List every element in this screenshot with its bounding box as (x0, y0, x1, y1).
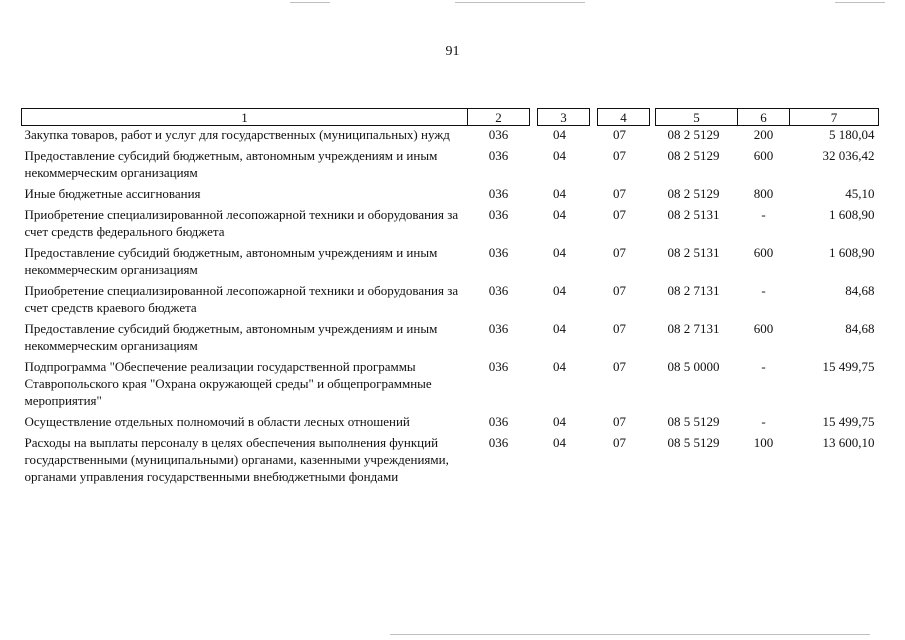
scan-artifact (290, 2, 330, 3)
row-code-2: 036 (488, 321, 509, 336)
row-code-4: 07 (613, 207, 626, 222)
row-code-2: 036 (488, 435, 509, 450)
row-code-4: 07 (613, 283, 626, 298)
row-code-3: 04 (553, 435, 566, 450)
row-amount: 1 608,90 (829, 207, 875, 222)
header-row (22, 109, 879, 126)
row-code-6: 200 (753, 127, 774, 142)
row-description: Приобретение специализированной лесопожарной техники и оборудования за счет средств краевого бюджета (24, 283, 459, 315)
row-code-5: 08 2 5129 (667, 148, 720, 163)
row-description: Иные бюджетные ассигнования (24, 186, 201, 201)
scan-artifact (455, 2, 585, 3)
row-code-6: - (761, 414, 766, 429)
row-amount: 45,10 (845, 186, 875, 201)
row-code-3: 04 (553, 186, 566, 201)
row-code-6: 600 (753, 245, 774, 260)
row-description: Подпрограмма "Обеспечение реализации государственной программы Ставропольского края "Охрана окружающей среды" и общепрограммные мероприятия" (24, 359, 432, 408)
row-code-6: - (761, 207, 766, 222)
row-code-5: 08 2 7131 (667, 283, 720, 298)
row-code-5: 08 5 0000 (667, 359, 720, 374)
table-row (22, 358, 879, 413)
row-code-3: 04 (553, 207, 566, 222)
row-description: Приобретение специализированной лесопожарной техники и оборудования за счет средств федерального бюджета (24, 207, 459, 239)
budget-table (21, 108, 879, 489)
row-code-2: 036 (488, 245, 509, 260)
row-amount: 13 600,10 (822, 435, 875, 450)
row-code-5: 08 2 7131 (667, 321, 720, 336)
row-description: Осуществление отдельных полномочий в области лесных отношений (24, 414, 410, 429)
row-code-4: 07 (613, 186, 626, 201)
page-number: 91 (445, 44, 460, 59)
row-code-2: 036 (488, 186, 509, 201)
row-code-3: 04 (553, 148, 566, 163)
table-row (22, 413, 879, 434)
row-code-4: 07 (613, 245, 626, 260)
row-amount: 1 608,90 (829, 245, 875, 260)
row-code-4: 07 (613, 127, 626, 142)
table-row (22, 147, 879, 185)
row-code-3: 04 (553, 321, 566, 336)
table-row (22, 244, 879, 282)
row-code-6: 100 (753, 435, 774, 450)
column-header: 4 (598, 109, 650, 126)
row-code-6: 800 (753, 186, 774, 201)
row-code-6: 600 (753, 321, 774, 336)
row-code-5: 08 2 5129 (667, 127, 720, 142)
row-code-2: 036 (488, 127, 509, 142)
row-code-2: 036 (488, 148, 509, 163)
table-body (22, 126, 879, 490)
row-description: Предоставление субсидий бюджетным, автономным учреждениям и иным некоммерческим организациям (24, 245, 438, 277)
table-row (22, 434, 879, 489)
row-amount: 32 036,42 (822, 148, 875, 163)
table-row (22, 206, 879, 244)
row-code-4: 07 (613, 321, 626, 336)
row-code-4: 07 (613, 148, 626, 163)
row-amount: 15 499,75 (822, 359, 875, 374)
row-amount: 84,68 (845, 283, 875, 298)
row-code-6: 600 (753, 148, 774, 163)
row-code-3: 04 (553, 414, 566, 429)
row-description: Предоставление субсидий бюджетным, автономным учреждениям и иным некоммерческим организациям (24, 321, 438, 353)
scan-artifact (835, 2, 885, 3)
row-amount: 15 499,75 (822, 414, 875, 429)
row-code-5: 08 2 5131 (667, 207, 720, 222)
column-header: 6 (738, 109, 790, 126)
column-header: 1 (22, 109, 468, 126)
row-code-5: 08 2 5129 (667, 186, 720, 201)
row-description: Предоставление субсидий бюджетным, автономным учреждениям и иным некоммерческим организациям (24, 148, 438, 180)
row-code-2: 036 (488, 283, 509, 298)
row-code-2: 036 (488, 414, 509, 429)
column-header: 3 (538, 109, 590, 126)
row-code-3: 04 (553, 127, 566, 142)
column-header: 2 (468, 109, 530, 126)
column-header: 7 (790, 109, 879, 126)
scan-artifact (390, 634, 870, 635)
table-row (22, 282, 879, 320)
row-amount: 5 180,04 (829, 127, 875, 142)
row-code-3: 04 (553, 245, 566, 260)
row-code-5: 08 5 5129 (667, 435, 720, 450)
row-code-2: 036 (488, 359, 509, 374)
row-code-4: 07 (613, 359, 626, 374)
row-code-5: 08 2 5131 (667, 245, 720, 260)
table-row (22, 126, 879, 148)
row-amount: 84,68 (845, 321, 875, 336)
row-code-4: 07 (613, 435, 626, 450)
table-row (22, 320, 879, 358)
row-code-3: 04 (553, 283, 566, 298)
row-code-2: 036 (488, 207, 509, 222)
row-code-5: 08 5 5129 (667, 414, 720, 429)
row-description: Закупка товаров, работ и услуг для государственных (муниципальных) нужд (24, 127, 450, 142)
row-description: Расходы на выплаты персоналу в целях обеспечения выполнения функций государственными (муниципальными) органами, казенными учреждениями, органами управления государственными внебюджетными фондами (24, 435, 449, 484)
table-row (22, 185, 879, 206)
row-code-6: - (761, 359, 766, 374)
row-code-3: 04 (553, 359, 566, 374)
column-header: 5 (656, 109, 738, 126)
row-code-4: 07 (613, 414, 626, 429)
row-code-6: - (761, 283, 766, 298)
